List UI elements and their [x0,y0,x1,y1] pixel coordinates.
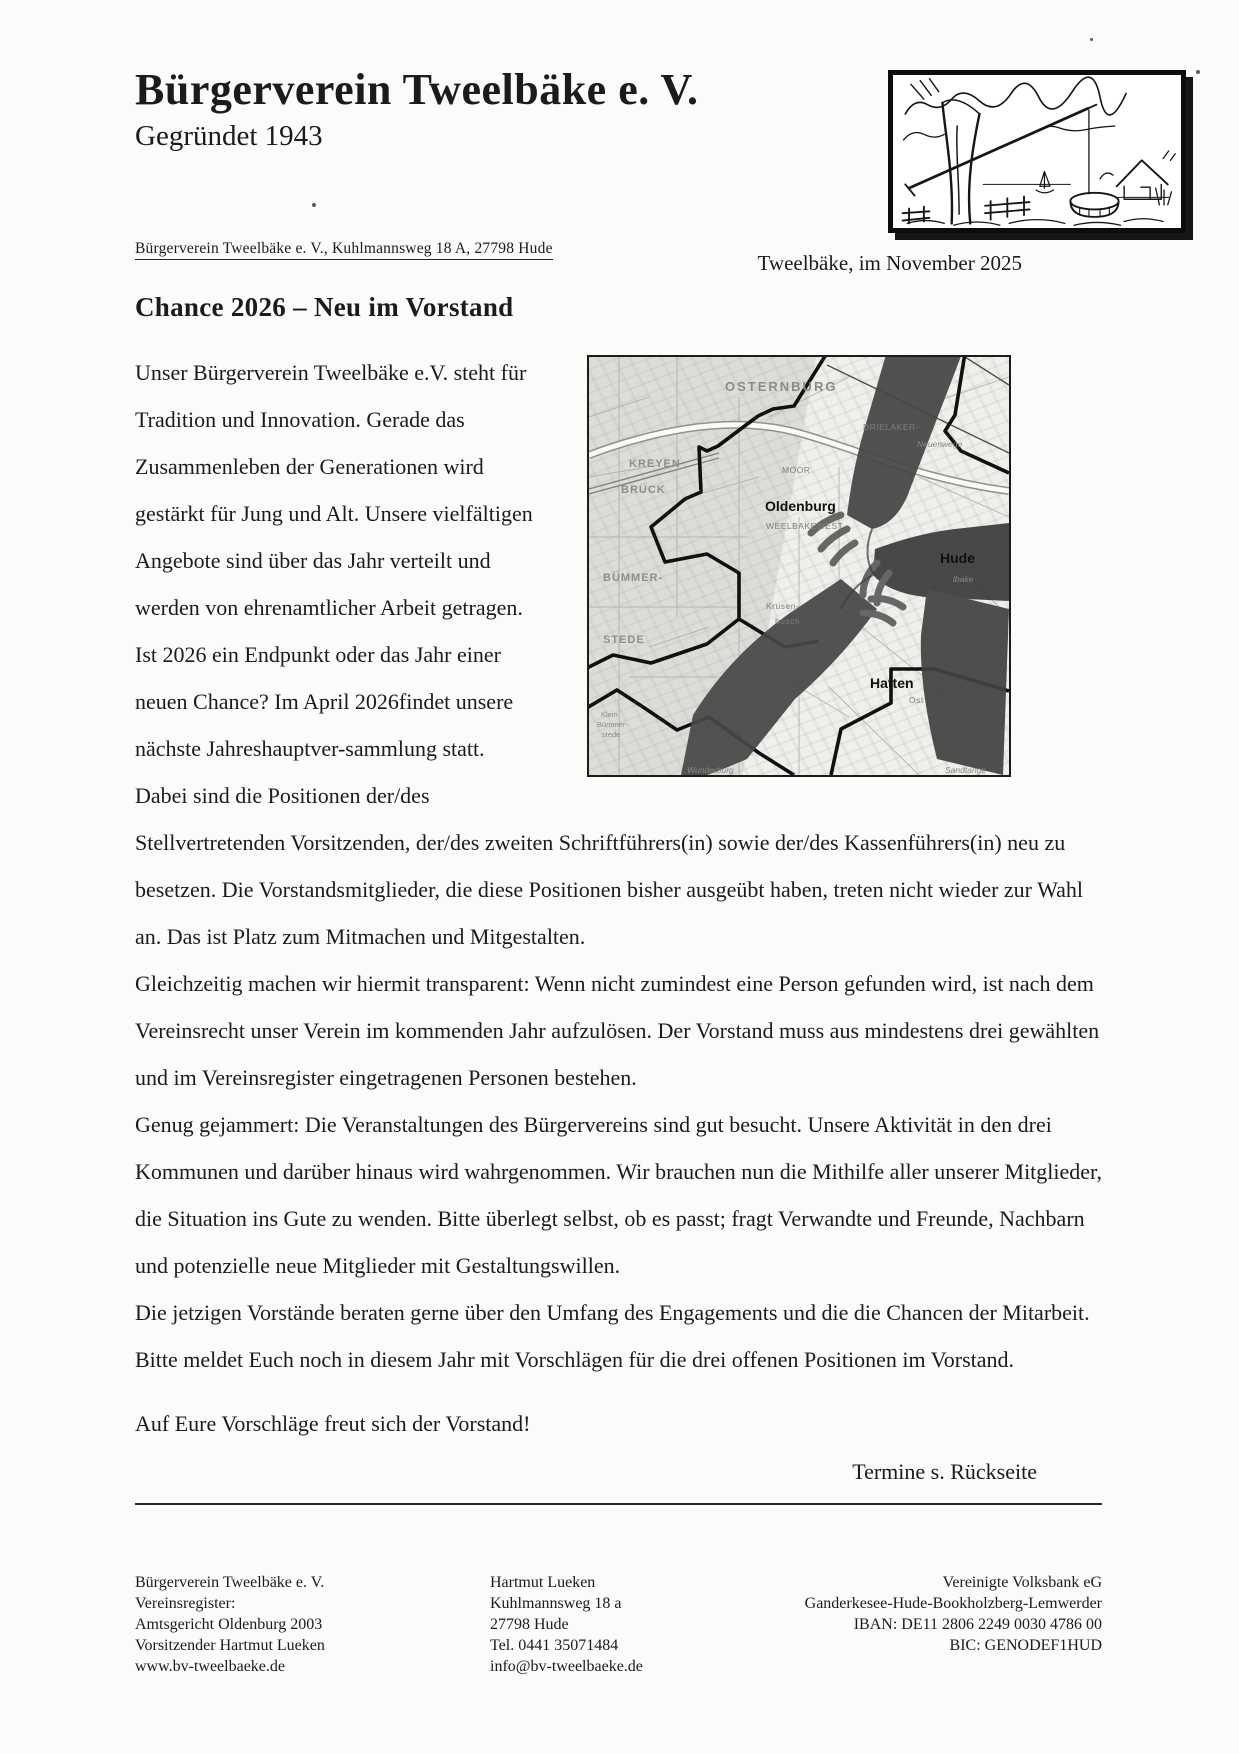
scan-dot [312,203,316,207]
footer-line: Amtsgericht Oldenburg 2003 [135,1616,323,1633]
map-label: busch [775,616,801,626]
club-logo [888,70,1186,233]
article-heading: Chance 2026 – Neu im Vorstand [135,292,514,322]
map-label: Wunderburg [687,765,734,775]
closing-line: Auf Eure Vorschläge freut sich der Vorstand! [135,1411,531,1436]
article-body [135,349,1102,1383]
map-label: Hude [940,550,975,566]
footer-line: Vereinsregister: [135,1595,236,1612]
footer-line: 27798 Hude [490,1616,569,1633]
map-label: BÜMMER- [603,572,664,584]
map-label: Ost [909,695,924,705]
paragraph: Dabei sind die Positionen der/des Stellvertretenden Vorsitzenden, der/des zweiten Schriftführers(in) sowie der/des Kassenführers(in) neu zu besetzen. Die Vorstandsmitglieder, die diese Positionen bisher ausgeübt haben, treten nicht wieder zur Wahl an. Das ist Platz zum Mitmachen und Mitgestalten. [135,783,1083,949]
map-label: Oldenburg [765,498,836,514]
footer-email: info@bv-tweelbaeke.de [490,1658,643,1675]
footer-divider [135,1503,1102,1505]
map-label: DRIELAKER- [863,422,920,432]
footer-contact-info [490,1572,805,1677]
map-label: lbake [953,574,974,584]
map-label: Hatten [870,675,914,691]
footer-line: Kuhlmannsweg 18 a [490,1595,622,1612]
paragraph: Genug gejammert: Die Veranstaltungen des Bürgervereins sind gut besucht. Unsere Aktivität in den drei Kommunen und darüber hinaus wird wahrgenommen. Wir brauchen nun die Mithilfe aller unserer Mitglieder, die Situation ins Gute zu wenden. Bitte überlegt selbst, ob es passt; fragt Verwandte und Freunde, Nachbarn und potenzielle neue Mitglieder mit Gestaltungswillen. [135,1112,1102,1278]
founded-subtitle: Gegründet 1943 [135,120,323,153]
footer-line: Vorsitzender Hartmut Lueken [135,1637,325,1654]
sender-address-line: Bürgerverein Tweelbäke e. V., Kuhlmannsweg 18 A, 27798 Hude [135,240,553,260]
map-label: STEDE [603,634,645,646]
footer-website: www.bv-tweelbaeke.de [135,1658,286,1675]
footer-line: Hartmut Lueken [490,1574,596,1591]
footer-line: Bürgerverein Tweelbäke e. V. [135,1574,325,1591]
scan-dot [1090,38,1093,41]
article [135,292,1102,1505]
map-label: BRÜCK [621,484,666,496]
map-label: Klein [601,710,618,719]
map-label: Krusen- [766,601,800,611]
footer-bank-info [805,1572,1102,1677]
map-label: MOOR [782,465,811,475]
masthead [135,66,895,153]
sender-date-row [135,235,1102,295]
well-sketch-illustration [893,75,1181,228]
place-dateline: Tweelbäke, im November 2025 [757,251,1022,275]
termine-note: Termine s. Rückseite [852,1459,1037,1484]
paragraph: Gleichzeitig machen wir hiermit transparent: Wenn nicht zumindest eine Person gefunden wird, ist nach dem Vereinsrecht unser Verein im kommenden Jahr aufzulösen. Der Vorstand muss aus mindestens drei gewählten und im Vereinsregister eingetragenen Personen bestehen. [135,971,1100,1090]
map-label: Bümmer- [597,720,628,729]
footer-iban: IBAN: DE11 2806 2249 0030 4786 00 [853,1616,1102,1633]
footer-line: Vereinigte Volksbank eG [942,1574,1102,1591]
map-label: OSTERNBURG [725,379,838,394]
map-figure [587,355,1011,777]
footer-club-info [135,1572,490,1677]
map-label: WEELBAKEWEST [766,521,844,531]
letter-footer [135,1572,1102,1677]
footer-phone: Tel. 0441 35071484 [490,1637,619,1654]
footer-line: Ganderkesee-Hude-Bookholzberg-Lemwerder [804,1595,1102,1612]
map-label: Neuenwege [917,439,963,449]
paragraph: Die jetzigen Vorstände beraten gerne über den Umfang des Engagements und die die Chancen der Mitarbeit. Bitte meldet Euch noch in diesem Jahr mit Vorschlägen für die drei offenen Positionen im Vorstand. [135,1300,1090,1372]
paragraph: Unser Bürgerverein Tweelbäke e.V. steht für Tradition und Innovation. Gerade das Zusammenleben der Generationen wird gestärkt für Jung und Alt. Unsere vielfältigen Angebote sind über das Jahr verteilt und werden von ehrenamtlicher Arbeit getragen. Ist 2026 ein Endpunkt oder das Jahr einer neuen Chance? Im April 2026findet unsere nächste Jahreshauptver-sammlung statt. [135,360,533,761]
footer-bic: BIC: GENODEF1HUD [949,1637,1102,1654]
map-label: stede [602,730,621,739]
map-label: KREYEN [629,458,681,470]
scan-dot [1196,70,1200,74]
map-label: Sandtange [945,765,987,775]
page-title: Bürgerverein Tweelbäke e. V. [135,65,699,114]
